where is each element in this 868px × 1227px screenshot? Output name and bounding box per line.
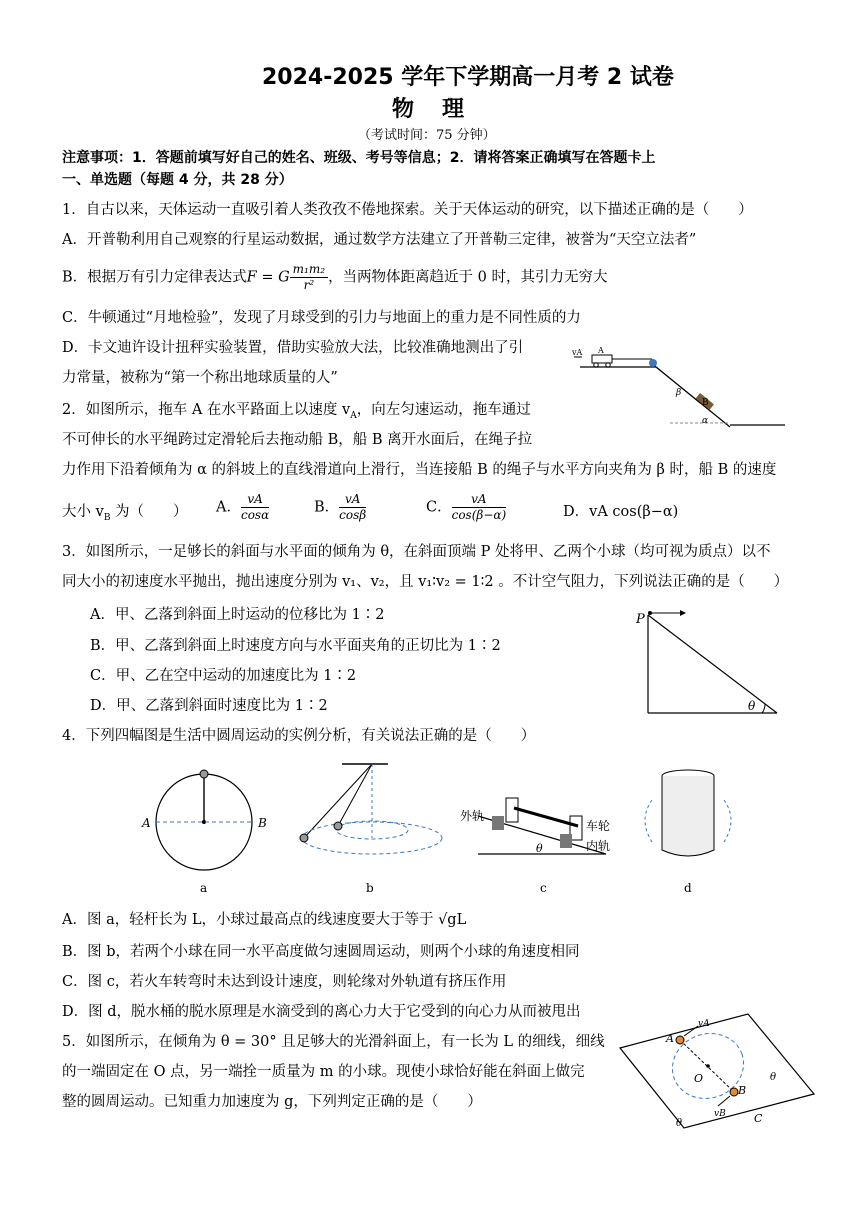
q2-line3: 力作用下沿着倾角为 α 的斜坡上的直线滑道向上滑行，当连接船 B 的绳子与水平方向夹角为 β 时，船 B 的速度 [62,462,777,478]
q5-ball-b [730,1088,738,1096]
q5-label-a: A [666,1032,674,1045]
q1-formula-fraction [290,262,328,293]
q2-line1-post: ，向左匀速运动，拖车通过 [356,402,531,418]
q1-option-b [62,262,608,293]
q3-option-b: B．甲、乙落到斜面上时速度方向与水平面夹角的正切比为 1∶2 [90,638,501,654]
q5-center-o [706,1064,710,1068]
q1-option-b-pre: B．根据万有引力定律表达式 [62,269,247,286]
q4c-label-theta: θ [536,842,543,855]
q2-option-c-fraction [452,492,507,523]
q3-label-p: P [636,612,645,627]
q2-label-alpha: α [702,416,709,426]
q1-formula-den: r² [303,278,315,292]
q5-label-va: vA [698,1019,710,1029]
q5-label-c: C [754,1112,763,1125]
q4-option-b: B．图 b，若两个小球在同一水平高度做匀速圆周运动，则两个小球的角速度相同 [62,944,580,960]
q3-option-d: D．甲、乙落到斜面时速度比为 1∶2 [90,698,328,714]
q5-label-theta-1: θ [770,1072,777,1083]
q5-label-theta-2: θ [676,1118,683,1129]
q2-option-b-num: vA [339,492,366,508]
q2-option-c-num: vA [452,492,507,508]
q4c-label-wheel: 车轮 [586,819,611,833]
q3-option-a: A．甲、乙落到斜面上时运动的位移比为 1∶2 [90,607,385,623]
q2-option-b-fraction [339,492,366,523]
q2-line4-sub: B [103,512,111,523]
q2-truck [592,355,612,363]
q2-option-a-fraction [241,492,269,523]
q2-option-c-den: cos(β−α) [451,508,507,522]
q5-ball-a [676,1036,684,1044]
q4-stem: 4．下列四幅图是生活中圆周运动的实例分析，有关说法正确的是（ ） [62,728,536,744]
q4d-caption: d [684,881,692,895]
exam-title: 2024-2025 学年下学期高一月考 2 试卷 [262,65,674,90]
section-title: 一、单选题（每题 4 分，共 28 分） [62,172,293,188]
q2-line1-sub: A [350,410,357,421]
q4b-caption: b [366,881,374,895]
q2-label-b: B [702,398,709,408]
q4d-spray-left [645,800,652,842]
q3-incline [648,615,777,713]
q2-option-c-label: C． [426,499,452,516]
q5-line1: 5．如图所示，在倾角为 θ = 30° 且足够大的光滑斜面上，有一长为 L 的细线，细线 [62,1034,605,1050]
q5-label-o: O [694,1072,704,1085]
q4a-label-b: B [258,816,267,830]
q2-pulley [649,359,657,367]
q2-label-a: A [598,346,604,355]
q3-line1: 3．如图所示，一足够长的斜面与水平面的倾角为 θ，在斜面顶端 P 处将甲、乙两个小球（均可视为质点）以不 [62,544,771,560]
q2-line1 [62,400,531,426]
q4c-caption: c [540,881,547,895]
q5-line2: 的一端固定在 O 点，另一端拴一质量为 m 的小球。现使小球恰好能在斜面上做完 [62,1064,585,1080]
q2-option-c [426,492,506,523]
q4c-rail-outer [492,816,504,830]
q4-option-a: A．图 a，轻杆长为 L，小球过最高点的线速度要大于等于 √gL [62,912,467,928]
q3-line2: 同大小的初速度水平抛出，抛出速度分别为 v₁、v₂，且 v₁∶v₂ = 1∶2 。不计空气阻力，下列说法正确的是（ ） [62,574,789,590]
q5-label-b: B [738,1084,747,1097]
q4-option-c: C．图 c，若火车转弯时未达到设计速度，则轮缘对外轨道有挤压作用 [62,974,507,990]
q2-option-b [314,492,366,523]
q2-label-beta: β [676,388,682,398]
q2-line1-text: 2．如图所示，拖车 A 在水平路面上以速度 v [62,402,351,418]
q1-formula-num: m₁m₂ [290,262,328,278]
q3-figure [632,605,782,715]
q4d-spray-right [724,800,731,842]
q2-line4-text: 大小 v [62,504,104,520]
q1-option-d-line2: 力常量，被称为“第一个称出地球质量的人” [62,370,338,386]
q4c-axle [514,808,578,826]
q1-stem: 1．自古以来，天体运动一直吸引着人类孜孜不倦地探索。关于天体运动的研究，以下描述正确的是（ ） [62,202,753,218]
q2-label-va: vA [572,348,583,357]
exam-time: （考试时间：75 分钟） [358,128,496,143]
q2-option-a-num: vA [241,492,269,508]
q2-option-a-den: cosα [240,508,270,522]
q2-option-d: D．vA cos(β−α) [563,504,679,520]
q2-figure [560,345,800,445]
q3-angle-arc [762,704,765,713]
q4c-label-inner: 内轨 [586,839,611,853]
q1-option-d-line1: D．卡文迪许设计扭秤实验装置，借助实验放大法，比较准确地测出了引 [62,340,524,356]
q2-option-b-label: B． [314,499,340,516]
q3-label-theta: θ [748,699,756,713]
q3-arrow-head [680,610,686,616]
q2-line4 [62,502,188,528]
q4b-ball-1 [300,834,308,842]
q5-line3: 整的圆周运动。已知重力加速度为 g，下列判定正确的是（ ） [62,1094,482,1110]
q4c-rail-inner [560,834,572,848]
subject-title: 物理 [392,97,493,122]
q3-option-c: C．甲、乙在空中运动的加速度比为 1∶2 [90,668,357,684]
q4b-ball-2 [334,822,342,830]
q4a-ball [200,770,208,778]
q4-option-d: D．图 d，脱水桶的脱水原理是水滴受到的离心力大于它受到的向心力从而被甩出 [62,1004,581,1020]
q1-option-a: A．开普勒利用自己观察的行星运动数据，通过数学方法建立了开普勒三定律，被誉为“天空立法者” [62,232,697,248]
q2-option-a-label: A． [216,499,241,516]
q4-figures [140,750,760,900]
q1-formula-lhs: F = G [246,269,290,286]
q5-vb-arrow [718,1096,730,1106]
q1-option-c: C．牛顿通过“月地检验”，发现了月球受到的引力与地面上的重力是不同性质的力 [62,310,581,326]
q4a-caption: a [200,881,208,895]
q1-option-b-post: ，当两物体距离趋近于 0 时，其引力无穷大 [328,269,608,286]
q2-line4-post: 为（ ） [110,504,188,520]
q4c-label-outer: 外轨 [460,809,485,823]
q2-line2: 不可伸长的水平绳跨过定滑轮后去拖动船 B，船 B 离开水面后，在绳子拉 [62,432,533,448]
q3-ball [648,611,652,615]
q2-option-a [216,492,269,523]
exam-notice: 注意事项：1．答题前填写好自己的姓名、班级、考号等信息；2．请将答案正确填写在答题卡上 [62,150,656,166]
q4a-label-a: A [142,816,151,830]
q5-figure [618,1012,818,1132]
q2-option-b-den: cosβ [339,508,367,522]
q4d-drum-body [662,776,714,856]
q5-label-vb: vB [714,1109,726,1119]
